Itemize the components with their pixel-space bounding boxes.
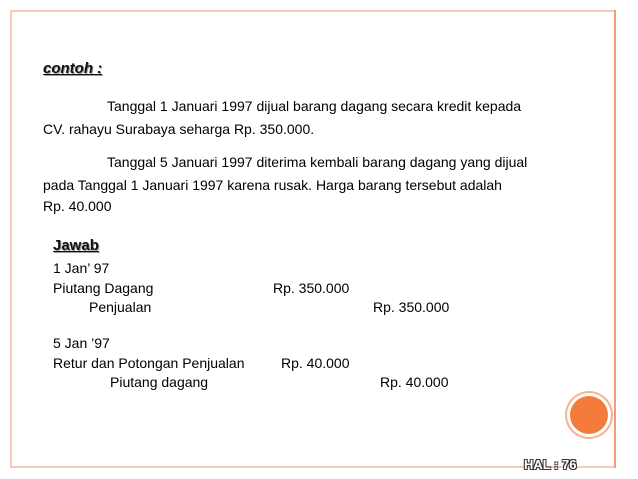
entry2-date: 5 Jan ’97 [53,335,110,351]
entry2-debit-amount: Rp. 40.000 [281,355,350,371]
example-paragraph2-line2: pada Tanggal 1 Januari 1997 karena rusak. Harga barang tersebut adalah [43,177,502,193]
example-paragraph1-line1: Tanggal 1 Januari 1997 dijual barang dagang secara kredit kepada [107,98,522,114]
example-paragraph2-line1: Tanggal 5 Januari 1997 diterima kembali barang dagang yang dijual [107,154,528,170]
entry2-debit-account: Retur dan Potongan Penjualan [53,355,245,371]
entry1-date: 1 Jan’ 97 [53,260,110,276]
slide-frame [10,10,616,468]
example-paragraph1-line2: CV. rahayu Surabaya seharga Rp. 350.000. [43,121,315,137]
example-paragraph2-line3: Rp. 40.000 [43,198,112,214]
example-heading: contoh : [43,60,103,77]
page-number-label: HAL : 76 [524,457,577,472]
entry2-credit-amount: Rp. 40.000 [380,374,449,390]
answer-heading: Jawab [53,237,99,254]
entry1-debit-amount: Rp. 350.000 [273,280,350,296]
entry1-debit-account: Piutang Dagang [53,280,154,296]
entry1-credit-account: Penjualan [89,299,152,315]
orange-circle-decoration [570,396,608,434]
slide-right-rule [614,10,616,468]
entry2-credit-account: Piutang dagang [110,374,209,390]
entry1-credit-amount: Rp. 350.000 [373,299,450,315]
